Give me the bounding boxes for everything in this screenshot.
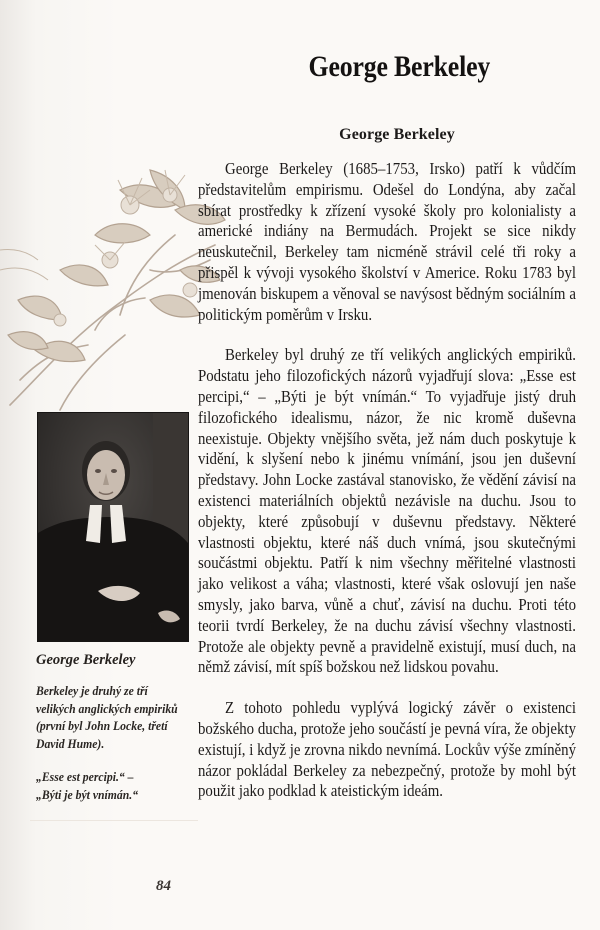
caption-quote-line-1: „Esse est percipi.“ –	[36, 769, 134, 784]
portrait-icon	[38, 413, 188, 641]
running-head: George Berkeley	[308, 50, 490, 83]
body-paragraph-3: Z tohoto pohledu vyplývá logický závěr o existenci božského ducha, protože jeho součástí je pevná víra, že objekty existují, i když je zrovna nikdo nevnímá. Lockův výše zmíněný názor pokládal Berkeley za nebezpečný, protože by mohl být použit jako podklad k ateistickým ideám.	[198, 698, 576, 801]
caption-quote	[36, 768, 187, 803]
main-column	[198, 126, 576, 822]
portrait-image	[37, 412, 189, 642]
body-paragraph-1: George Berkeley (1685–1753, Irsko) patří k vůdčím představitelům empirismu. Odešel do Londýna, aby začal sbírat prostředky k zřízení vysoké školy pro kolonialisty a americké indiány na Bermudách. Projekt se sice nikdy neuskutečnil, Berkeley tam nicméně strávil celé tři roky a přispěl k vývoji vysokého školství v Americe. Roku 1783 byl jmenován biskupem a věnoval se navýsost bědným sociálním a politickým poměrům v Irsku.	[198, 159, 576, 324]
section-title: George Berkeley	[339, 126, 455, 143]
caption-divider	[30, 820, 198, 821]
caption-name: George Berkeley	[36, 652, 136, 668]
caption-quote-line-2: „Býti je být vnímán.“	[36, 786, 139, 802]
caption-text: Berkeley je druhý ze tří velikých anglických empiriků (první byl John Locke, třetí David Hume).	[36, 683, 178, 751]
page-number: 84	[156, 878, 171, 894]
body-paragraph-2: Berkeley byl druhý ze tří velikých anglických empiriků. Podstatu jeho filozofických názorů vyjadřují slova: „Esse est percipi,“ – „Býti je být vnímán.“ To vyjadřuje jistý druh filozofického idealismu, názor, že nic kromě duševna neexistuje. Objekty vnějšího světa, jež nám duch poskytuje k vidění, k slyšení nebo k jinému vnímání, jsou jen duševní představy. John Locke zastával stanovisko, že vědění závisí na existenci materiálních objektů nezávisle na duchu. Jsou to objekty, které způsobují v duševnu představy. Některé vlastnosti objektu, které náš duch vnímá, jsou skutečnými součástmi objektu. Patří k nim všechny měřitelné vlastnosti jako velikost a váha; vlastnosti, které však oslovují jen naše smysly, jako barva, vůně a chuť, závisí na duchu. Proti této teorii tvrdí Berkeley, že na duchu závisí všechny vlastnosti. Protože ale objekty pevně a pravidelně existují, musí duch, na němž závisí, mít spíš božskou než lidskou povahu.	[198, 345, 576, 677]
